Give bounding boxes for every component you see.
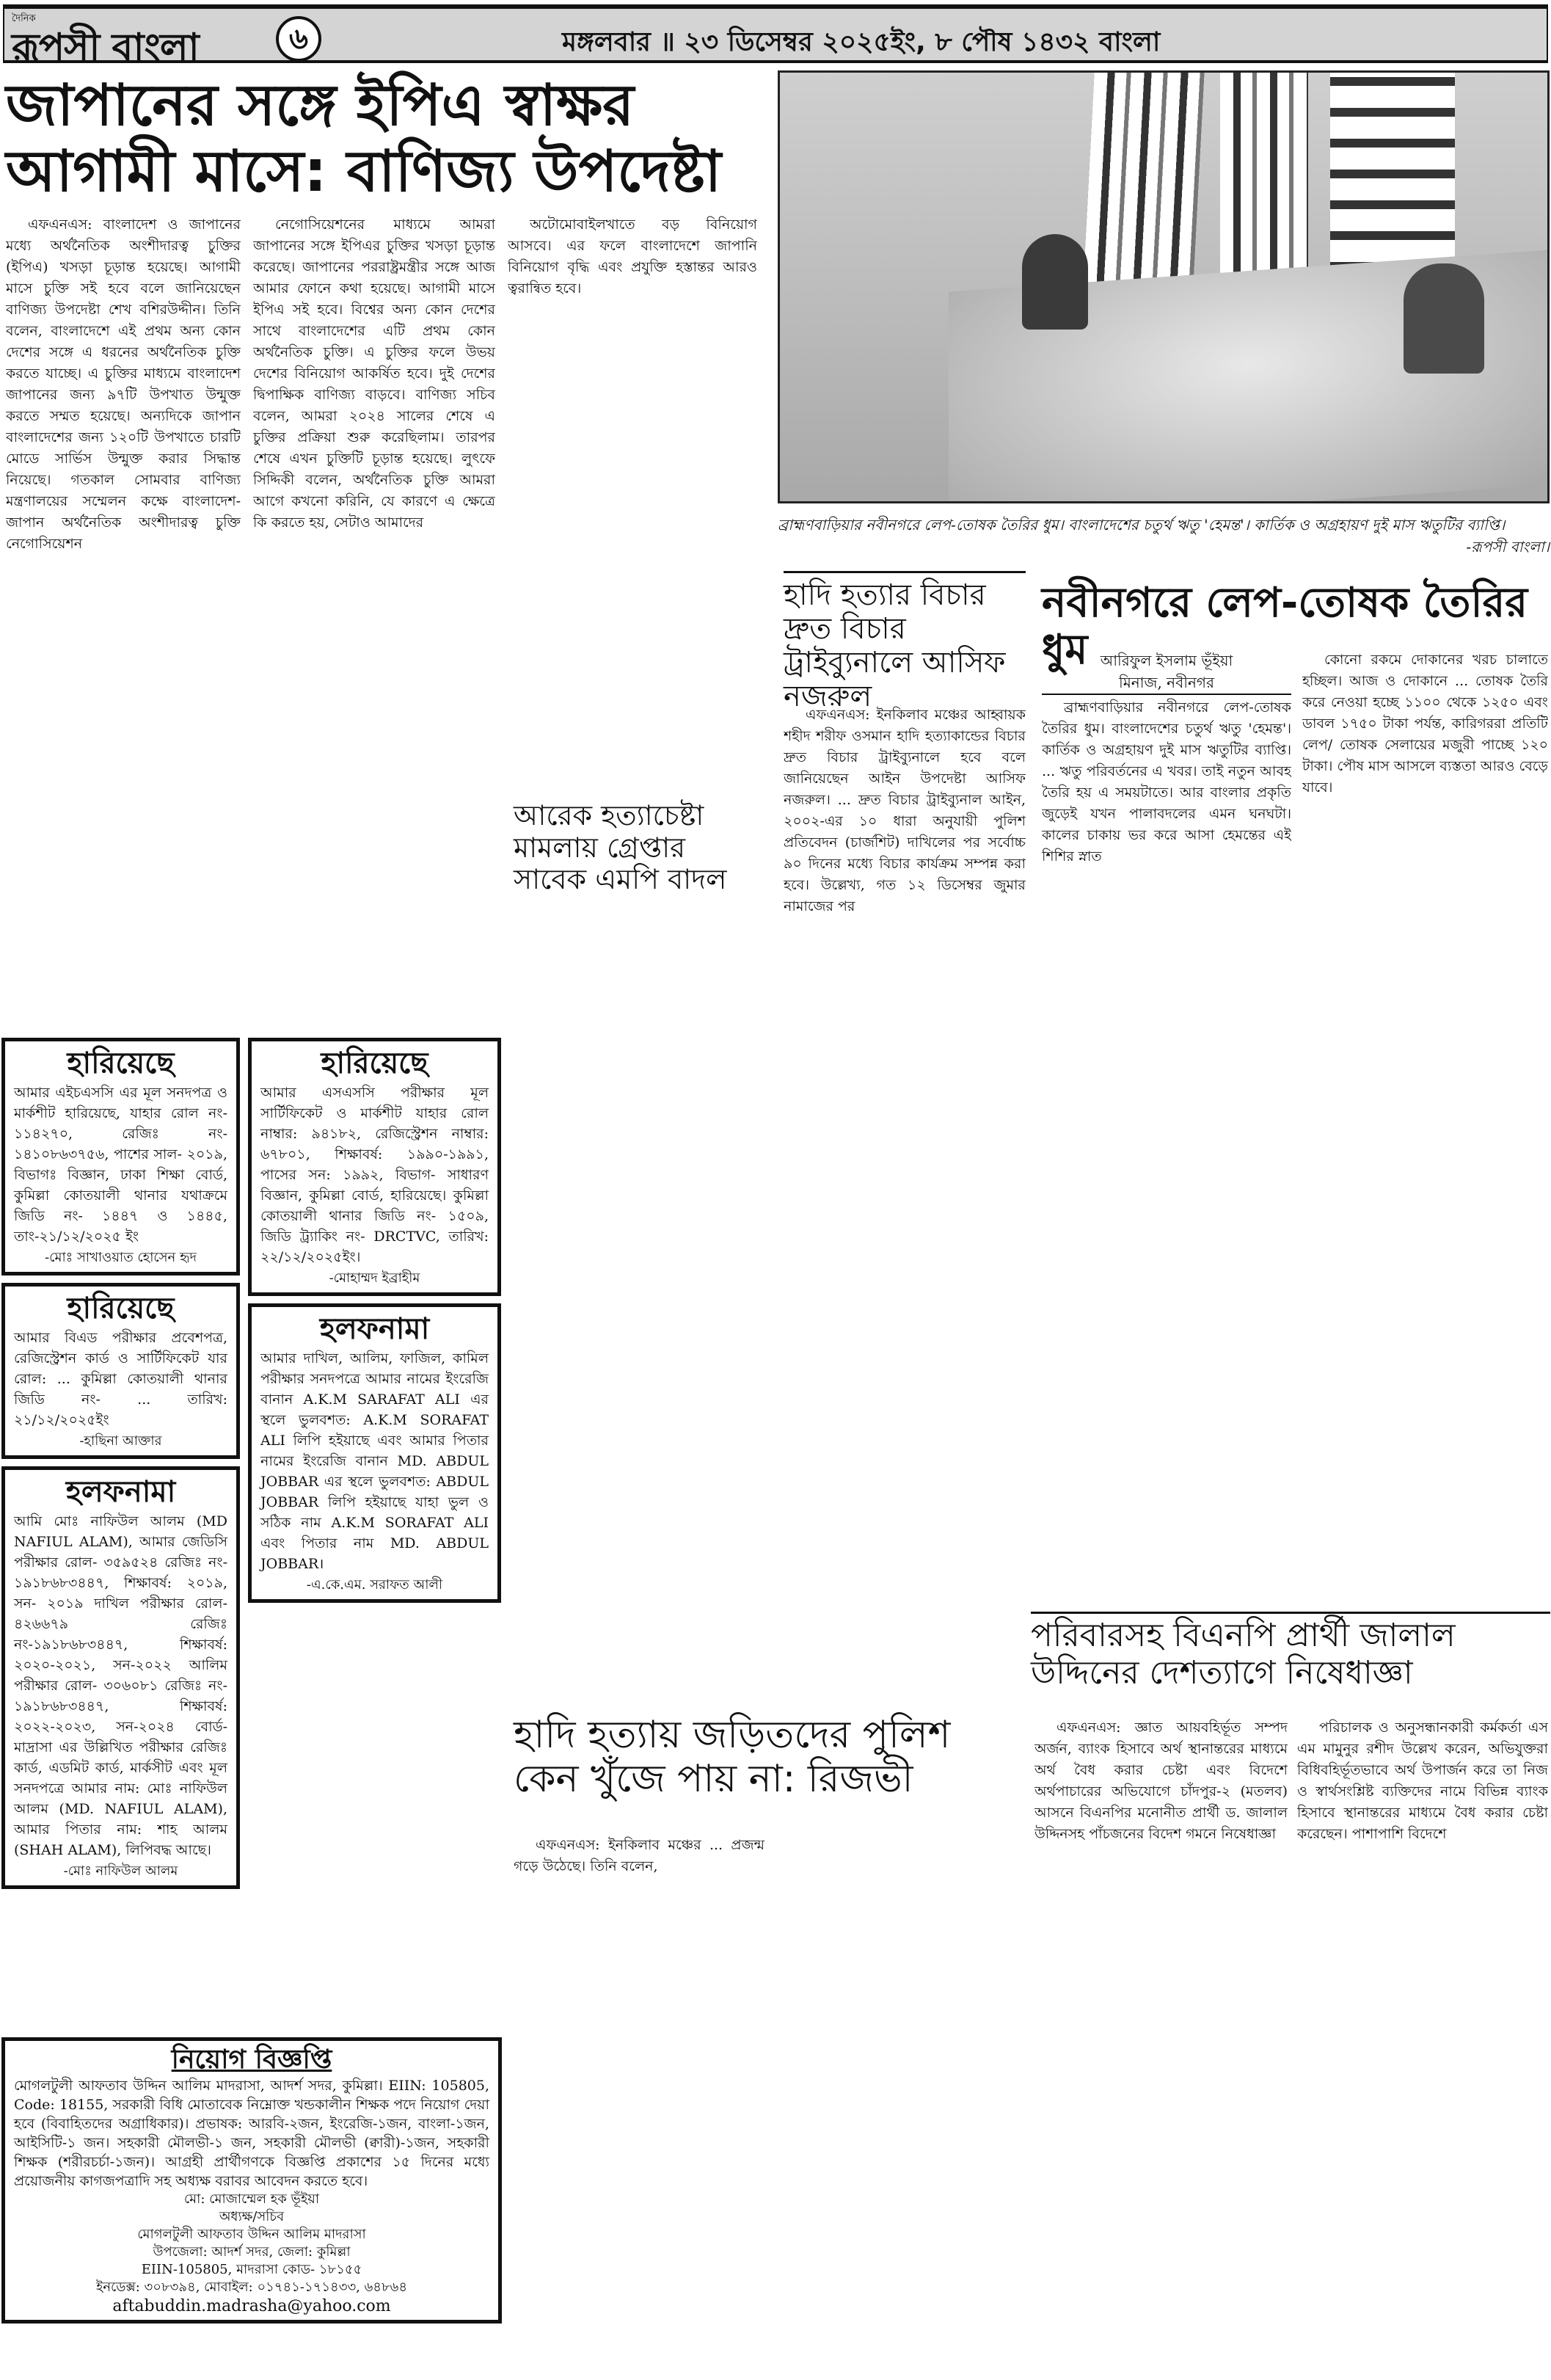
paper-name-logo: রূপসী বাংলা <box>12 26 199 70</box>
lead-column-1 <box>6 214 241 1030</box>
ad-title: হারিয়েছে <box>321 1047 428 1080</box>
notice-phone: ইনডেক্স: ৩০৮৩৯৪, মোবাইল: ০১৭৪১-১৭১৪৩৩, ৬৪৮৬৪ <box>95 2279 408 2295</box>
ad-title: হারিয়েছে <box>67 1047 175 1080</box>
rizvi-text: এফএনএস: ইনকিলাব মঞ্চের ... প্রজন্ম গড়ে উঠেছে। তিনি বলেন, <box>514 1837 764 1874</box>
notice-email: aftabuddin.madrasha@yahoo.com <box>112 2297 391 2315</box>
rizvi-body <box>514 1835 1027 2374</box>
bnp-column-2 <box>1297 1717 1548 2374</box>
lep-text: কোনো রকমে দোকানের খরচ চালাতে হচ্ছিল। আজ ও দোকানে ... তোষক তৈরি করে নেওয়া হচ্ছে ১১০০ থেকে ১২৫০ এবং ডাবল ১৭৫০ টাকা পর্যন্ত, কারিগররা প্রতিটি লেপ/ তোষক সেলায়ের মজুরী পাচ্ছে ১২০ টাকা। পৌষ মাস আসলে ব্যস্ততা আরও বেড়ে যাবে। <box>1302 652 1548 796</box>
lead-column-2 <box>253 214 495 1030</box>
affidavit-notice-2 <box>248 1303 501 1603</box>
notice-eiin: EIIN-105805, মাদরাসা কোড- ১৮১৫৫ <box>141 2262 362 2277</box>
notice-text: মোগলটুলী আফতাব উদ্দিন আলিম মাদরাসা, আদর্শ সদর, কুমিল্লা। EIIN: 105805, Code: 18155, সরকারী বিধি মোতাবেক নিম্নোক্ত খন্ডকালীন শিক্ষক পদে নিয়োগ দেয়া হবে (বিবাহিতদের অগ্রাধিকার)। প্রভাষক: আরবি-২জন, ইংরেজি-১জন, বাংলা-১জন, আইসিটি-১ জন। সহকারী মৌলভী-১ জন, সহকারী মৌলভী (ক্বারী)-১জন, সহকারী শিক্ষক (শরীরচর্চা-১জন)। আগ্রহী প্রার্থীগণকে বিজ্ঞপ্তি প্রকাশের ১৫ দিনের মধ্যে প্রয়োজনীয় কাগজপত্রাদি সহ অধ্যক্ষ বরাবর আবেদন করতে হবে। <box>14 2078 489 2189</box>
masthead <box>3 4 1548 70</box>
bnp-column-1 <box>1034 1717 1288 2374</box>
ad-title: হলফনামা <box>319 1312 430 1346</box>
bnp-text: পরিচালক ও অনুসন্ধানকারী কর্মকর্তা এস এম মামুনুর রশীদ উল্লেখ করেন, অভিযুক্তরা বিধিবহির্ভূতভাবে অর্থ উপার্জন করে তা নিজ ও স্বার্থসংশ্লিষ্ট ব্যক্তিদের নামে বিভিন্ন ব্যাংক হিসাবে স্থানান্তরের মাধ্যমে বৈধ করার চেষ্টা করেছেন। পাশাপাশি বিদেশে <box>1297 1720 1548 1842</box>
byline-location: মিনাজ, নবীনগর <box>1042 672 1291 695</box>
notice-address: উপজেলা: আদর্শ সদর, জেলা: কুমিল্লা <box>153 2244 351 2260</box>
photo-credit: -রূপসী বাংলা। <box>1466 538 1550 556</box>
lead-text: এফএনএস: বাংলাদেশ ও জাপানের মধ্যে অর্থনৈতিক অংশীদারত্ব চুক্তির (ইপিএ) খসড়া চূড়ান্ত হয়েছে। আগামী মাসে চুক্তি সই হবে বলে জানিয়েছেন বাণিজ্য উপদেষ্টা শেখ বশিরউদ্দীন। তিনি বলেন, বাংলাদেশে এই প্রথম অন্য কোন দেশের সঙ্গে এ ধরনের অর্থনৈতিক চুক্তি করতে যাচ্ছে। এ চুক্তির মাধ্যমে বাংলাদেশ জাপানের জন্য ৯৭টি উপখাত উন্মুক্ত করতে সম্মত হয়েছে। অন্যদিকে জাপান বাংলাদেশের জন্য ১২০টি উপখাতে চারটি মোডে সার্ভিস উন্মুক্ত করার সিদ্ধান্ত নিয়েছে। গতকাল সোমবার বাণিজ্য মন্ত্রণালয়ের সম্মেলন কক্ষে বাংলাদেশ-জাপান অর্থনৈতিক অংশীদারত্ব চুক্তি নেগোসিয়েশন <box>6 216 241 552</box>
lep-headline: নবীনগরে লেপ-তোষক তৈরির ধুম <box>1042 579 1528 674</box>
lead-text: অটোমোবাইলখাতে বড় বিনিয়োগ আসবে। এর ফলে বাংলাদেশে জাপানি বিনিয়োগ বৃদ্ধি এবং প্রযুক্তি হস্তান্তর আরও ত্বরান্বিত হবে। <box>508 216 757 296</box>
lep-column-2 <box>1302 649 1548 1607</box>
photo-caption <box>778 514 1550 558</box>
asif-body <box>784 705 1026 1607</box>
caption-text: ব্রাহ্মণবাড়িয়ার নবীনগরে লেপ-তোষক তৈরির ধুম। বাংলাদেশের চতুর্থ ঋতু 'হেমন্ত'। কার্তিক ও অগ্রহায়ণ দুই মাস ঋতুটির ব্যাপ্তি। <box>778 516 1506 534</box>
dateline: মঙ্গলবার ॥ ২৩ ডিসেম্বর ২০২৫ইং, ৮ পৌষ ১৪৩২ বাংলা <box>562 27 1161 57</box>
lead-column-3 <box>508 214 757 794</box>
daily-label: দৈনিক <box>12 13 36 24</box>
ad-signature: -মোঃ সাখাওয়াত হোসেন হৃদ <box>45 1250 197 1265</box>
lep-column-1 <box>1042 697 1291 1607</box>
lead-text: নেগোসিয়েশনের মাধ্যমে আমরা জাপানের সঙ্গে ইপিএর চুক্তির খসড়া চূড়ান্ত করেছে। জাপানের পররাষ্ট্রমন্ত্রীর সঙ্গে আজ আমার ফোনে কথা হয়েছে। আগামী মাসে ইপিএ সই হবে। বিশ্বের অন্য কোন দেশের সাথে বাংলাদেশের এটি প্রথম কোন অর্থনৈতিক চুক্তি। এ চুক্তির ফলে উভয় দেশের বিনিয়োগ আকর্ষিত হবে। দুই দেশের দ্বিপাক্ষিক বাণিজ্য বাড়বে। বাণিজ্য সচিব বলেন, আমরা ২০২৪ সালের শেষে এ চুক্তির প্রক্রিয়া শুরু করেছিলাম। তারপর শেষে এখন চুক্তিটি চূড়ান্ত হয়েছে। লুৎফে সিদ্দিকী বলেন, অর্থনৈতিক চুক্তি আমরা আগে কখনো করিনি, যে কারণে এ ক্ষেত্রে কি করতে হয়, সেটাও আমাদের <box>253 216 495 531</box>
badol-headline: আরেক হত্যাচেষ্টা মামলায় গ্রেপ্তার সাবেক এমপি বাদল <box>514 799 727 896</box>
ad-signature: -মোহাম্মদ ইব্রাহীম <box>329 1270 420 1286</box>
notice-signatory-title: অধ্যক্ষ/সচিব <box>219 2209 285 2224</box>
lead-headline-line-2: আগামী মাসে: বাণিজ্য উপদেষ্টা <box>6 138 722 205</box>
ad-signature: -এ.কে.এম. সরাফত আলী <box>306 1577 443 1593</box>
lead-headline-line-1: জাপানের সঙ্গে ইপিএ স্বাক্ষর <box>6 73 635 139</box>
byline-name: আরিফুল ইসলাম ভূঁইয়া <box>1100 652 1233 669</box>
asif-text: এফএনএস: ইনকিলাব মঞ্চের আহ্বায়ক শহীদ শরীফ ওসমান হাদি হত্যাকান্ডের বিচার দ্রুত বিচার ট্রাইব্যুনালে হবে বলে জানিয়েছেন আইন উপদেষ্টা আসিফ নজরুল। ... দ্রুত বিচার ট্রাইব্যুনাল আইন, ২০০২-এর ১০ ধারা অনুযায়ী পুলিশ প্রতিবেদন (চার্জশিট) দাখিলের পর সর্বোচ্চ ৯০ দিনের মধ্যে বিচার কার্যক্রম সম্পন্ন করা হবে। উল্লেখ্য, গত ১২ ডিসেম্বর জুমার নামাজের পর <box>784 707 1026 914</box>
recruitment-notice <box>1 2037 502 2323</box>
lep-byline <box>1042 649 1291 695</box>
bnp-text: এফএনএস: জ্ঞাত আয়বহির্ভূত সম্পদ অর্জন, ব্যাংক হিসাবে অর্থ স্থানান্তরের মাধ্যমে অর্থ বৈধ করার চেষ্টা এবং বিদেশে অর্থপাচারের অভিযোগে চাঁদপুর-২ (মতলব) আসনে বিএনপির মনোনীত প্রার্থী ড. জালাল উদ্দিনসহ পাঁচজনের বিদেশ গমনে নিষেধাজ্ঞা <box>1034 1720 1288 1842</box>
ads-column-2 <box>248 1038 501 1603</box>
asif-headline: হাদি হত্যার বিচার দ্রুত বিচার ট্রাইব্যুনালে আসিফ নজরুল <box>784 578 1006 713</box>
notice-organization: মোগলটুলী আফতাব উদ্দিন আলিম মাদরাসা <box>137 2227 366 2242</box>
ads-column-1 <box>1 1038 240 1889</box>
affidavit-notice-1 <box>1 1466 240 1889</box>
notice-signatory: মো: মোজাম্মেল হক ভূঁইয়া <box>183 2191 320 2207</box>
lep-text: ব্রাহ্মণবাড়িয়ার নবীনগরে লেপ-তোষক তৈরির ধুম। বাংলাদেশের চতুর্থ ঋতু 'হেমন্ত'। কার্তিক ও অগ্রহায়ণ দুই মাস ঋতুটির ব্যাপ্তি। ... ঋতু পরিবর্তনের এ খবর। তাই নতুন আবহ তৈরি হয় এ সময়টাতে। আর বাংলার প্রকৃতি জুড়েই যখন পালাবদলের এমন ঘনঘটা। কালের চাকায় ভর করে আসা হেমন্তের এই শিশির স্নাত <box>1042 699 1291 865</box>
ad-text: আমার দাখিল, আলিম, ফাজিল, কামিল পরীক্ষার সনদপত্রে আমার নামের ইংরেজি বানান A.K.M SARAFAT ALI এর স্থলে ভুলবশত: A.K.M SORAFAT ALI লিপি হইয়াছে এবং আমার পিতার নামের ইংরেজি বানান MD. ABDUL JOBBAR এর স্থলে ভুলবশত: ABDUL JOBBAR লিপি হইয়াছে যাহা ভুল ও সঠিক নাম A.K.M SORAFAT ALI এবং পিতার নাম MD. ABDUL JOBBAR। <box>260 1350 489 1572</box>
ad-text: আমি মোঃ নাফিউল আলম (MD NAFIUL ALAM), আমার জেডিসি পরীক্ষার রোল- ৩৫৯৫২৪ রেজিঃ নং- ১৯১৮৬৮৩৪৪৭, শিক্ষাবর্ষ: ২০১৯, সন- ২০১৯ দাখিল পরীক্ষার রোল- ৪২৬৬৭৯ রেজিঃ নং-১৯১৮৬৮৩৪৪৭, শিক্ষাবর্ষ: ২০২০-২০২১, সন-২০২২ আলিম পরীক্ষার রোল- ৩০৬০৮১ রেজিঃ নং- ১৯১৮৬৮৩৪৪৭, শিক্ষাবর্ষ: ২০২২-২০২৩, সন-২০২৪ বোর্ড- মাদ্রাসা এর উল্লিখিত পরীক্ষার রেজিঃ কার্ড, এডমিট কার্ড, মার্কসীট এবং মূল সনদপত্রে আমার নাম: মোঃ নাফিউল আলম (MD. NAFIUL ALAM), আমার পিতার নাম: শাহ আলম (SHAH ALAM), লিপিবদ্ধ আছে। <box>14 1513 227 1858</box>
page-number-badge: ৬ <box>276 16 321 62</box>
ad-text: আমার এইচএসসি এর মূল সনদপত্র ও মার্কশীট হারিয়েছে, যাহার রোল নং- ১১৪২৭০, রেজিঃ নং- ১৪১০৮৬৩৭৫৬, পাশের সাল- ২০১৯, বিভাগঃ বিজ্ঞান, ঢাকা শিক্ষা বোর্ড, কুমিল্লা কোতয়ালী থানার যথাক্রমে জিডি নং- ১৪৪৭ ও ১৪৪৫, তাং-২১/১২/২০২৫ ইং <box>14 1085 227 1245</box>
ad-title: হলফনামা <box>65 1475 176 1509</box>
lost-notice-3 <box>248 1038 501 1296</box>
ad-title: হারিয়েছে <box>67 1292 175 1325</box>
lead-headline <box>6 73 762 205</box>
bnp-headline: পরিবারসহ বিএনপি প্রার্থী জালাল উদ্দিনের দেশত্যাগে নিষেধাজ্ঞা <box>1031 1617 1456 1692</box>
ad-signature: -হাছিনা আক্তার <box>79 1433 162 1449</box>
lost-notice-2 <box>1 1283 240 1459</box>
ad-text: আমার এসএসসি পরীক্ষার মূল সার্টিফিকেট ও মার্কশীট যাহার রোল নাম্বার: ৯৪১৮২, রেজিস্ট্রেশন নাম্বার: ৬৭৮০১, শিক্ষাবর্ষ: ১৯৯০-১৯৯১, পাসের সন: ১৯৯২, বিভাগ- সাধারণ বিজ্ঞান, কুমিল্লা বোর্ড, হারিয়েছে। কুমিল্লা কোতয়ালী থানার জিডি নং- ১৫০৯, জিডি ট্র্যাকিং নং- DRCTVC, তারিখ: ২২/১২/২০২৫ইং। <box>260 1085 489 1265</box>
lep-toshok-photo <box>778 70 1550 503</box>
ad-signature: -মোঃ নাফিউল আলম <box>63 1863 178 1879</box>
ad-text: আমার বিএড পরীক্ষার প্রবেশপত্র, রেজিস্ট্রেশন কার্ড ও সার্টিফিকেট যার রোল: ... কুমিল্লা কোতয়ালী থানার জিডি নং- ... তারিখ: ২১/১২/২০২৫ইং <box>14 1330 227 1428</box>
rizvi-headline: হাদি হত্যায় জড়িতদের পুলিশ কেন খুঁজে পায় না: রিজভী <box>514 1713 951 1801</box>
lost-notice-1 <box>1 1038 240 1275</box>
notice-title: নিয়োগ বিজ্ঞপ্তি <box>171 2045 332 2075</box>
